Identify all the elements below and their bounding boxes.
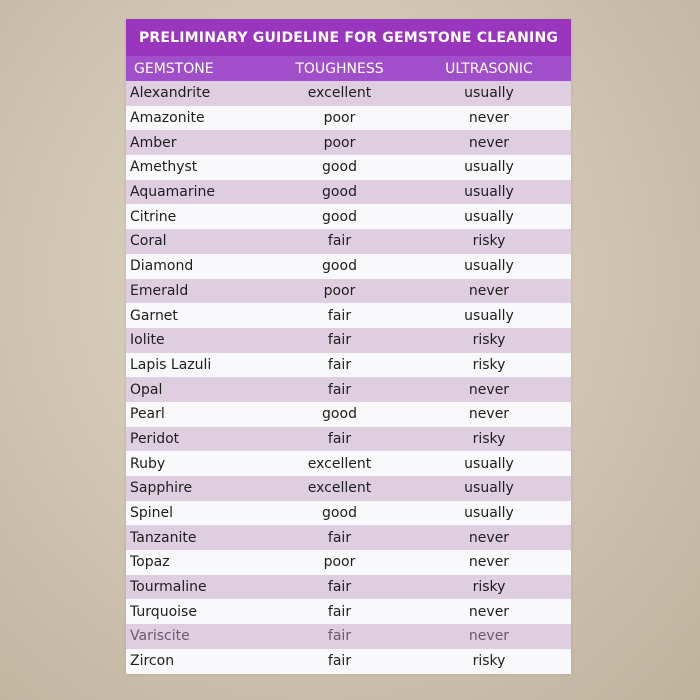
toughness-cell: fair bbox=[327, 653, 352, 670]
table-row bbox=[126, 476, 571, 501]
table-row bbox=[126, 575, 571, 600]
ultrasonic-cell: never bbox=[468, 529, 510, 546]
toughness-cell: good bbox=[322, 208, 357, 225]
table-row bbox=[126, 624, 571, 649]
ultrasonic-cell: risky bbox=[472, 332, 506, 349]
table-row bbox=[126, 254, 571, 279]
ultrasonic-cell: never bbox=[468, 406, 510, 423]
gemstone-cell: Peridot bbox=[130, 430, 180, 447]
table-row bbox=[126, 427, 571, 452]
ultrasonic-cell: usually bbox=[464, 159, 514, 176]
table-row bbox=[126, 180, 571, 205]
ultrasonic-cell: usually bbox=[464, 480, 514, 497]
table-row bbox=[126, 130, 571, 155]
table-header bbox=[126, 56, 571, 81]
gemstone-cell: Lapis Lazuli bbox=[130, 356, 212, 373]
toughness-cell: fair bbox=[327, 628, 352, 645]
toughness-cell: good bbox=[322, 184, 357, 201]
ultrasonic-cell: usually bbox=[464, 208, 514, 225]
gemstone-cell: Amber bbox=[130, 134, 177, 151]
gemstone-cell: Tourmaline bbox=[130, 579, 207, 596]
toughness-cell: excellent bbox=[307, 480, 372, 497]
table-row bbox=[126, 377, 571, 402]
toughness-cell: fair bbox=[327, 381, 352, 398]
header-ultrasonic: ULTRASONIC bbox=[445, 60, 533, 77]
header-toughness: TOUGHNESS bbox=[295, 60, 384, 77]
header-gemstone: GEMSTONE bbox=[134, 60, 214, 77]
ultrasonic-cell: usually bbox=[464, 258, 514, 275]
ultrasonic-cell: never bbox=[468, 628, 510, 645]
toughness-cell: fair bbox=[327, 307, 352, 324]
table-row bbox=[126, 303, 571, 328]
toughness-cell: fair bbox=[327, 579, 352, 596]
gemstone-cell: Topaz bbox=[130, 554, 170, 571]
ultrasonic-cell: risky bbox=[472, 430, 506, 447]
toughness-cell: poor bbox=[323, 110, 356, 127]
gemstone-cell: Iolite bbox=[130, 332, 165, 349]
ultrasonic-cell: never bbox=[468, 381, 510, 398]
ultrasonic-cell: risky bbox=[472, 233, 506, 250]
ultrasonic-cell: never bbox=[468, 134, 510, 151]
table-row bbox=[126, 451, 571, 476]
table-row bbox=[126, 525, 571, 550]
ultrasonic-cell: usually bbox=[464, 455, 514, 472]
table-row bbox=[126, 550, 571, 575]
table-row bbox=[126, 279, 571, 304]
table-row bbox=[126, 599, 571, 624]
table-row bbox=[126, 402, 571, 427]
table-row bbox=[126, 649, 571, 674]
toughness-cell: good bbox=[322, 159, 357, 176]
table-body bbox=[126, 81, 571, 674]
gemstone-cell: Spinel bbox=[130, 505, 174, 522]
gemstone-cell: Tanzanite bbox=[130, 529, 197, 546]
gemstone-cell: Pearl bbox=[130, 406, 165, 423]
toughness-cell: fair bbox=[327, 332, 352, 349]
table-row bbox=[126, 353, 571, 378]
ultrasonic-cell: usually bbox=[464, 184, 514, 201]
gemstone-cell: Aquamarine bbox=[130, 184, 216, 201]
table-row bbox=[126, 81, 571, 106]
gemstone-cell: Coral bbox=[130, 233, 167, 250]
ultrasonic-cell: usually bbox=[464, 505, 514, 522]
gemstone-cell: Ruby bbox=[130, 455, 166, 472]
gemstone-cell: Alexandrite bbox=[130, 85, 211, 102]
ultrasonic-cell: usually bbox=[464, 307, 514, 324]
ultrasonic-cell: never bbox=[468, 282, 510, 299]
table-row bbox=[126, 155, 571, 180]
toughness-cell: good bbox=[322, 505, 357, 522]
gemstone-cell: Zircon bbox=[130, 653, 175, 670]
gemstone-cell: Amazonite bbox=[130, 110, 205, 127]
toughness-cell: fair bbox=[327, 603, 352, 620]
toughness-cell: fair bbox=[327, 529, 352, 546]
table-row bbox=[126, 229, 571, 254]
toughness-cell: good bbox=[322, 406, 357, 423]
gemstone-cell: Diamond bbox=[130, 258, 194, 275]
toughness-cell: excellent bbox=[307, 455, 372, 472]
ultrasonic-cell: never bbox=[468, 554, 510, 571]
toughness-cell: poor bbox=[323, 554, 356, 571]
ultrasonic-cell: usually bbox=[464, 85, 514, 102]
toughness-cell: good bbox=[322, 258, 357, 275]
gemstone-cell: Opal bbox=[130, 381, 163, 398]
table-row bbox=[126, 204, 571, 229]
ultrasonic-cell: risky bbox=[472, 356, 506, 373]
gemstone-cell: Sapphire bbox=[130, 480, 193, 497]
gemstone-cell: Garnet bbox=[130, 307, 178, 324]
gemstone-cell: Amethyst bbox=[130, 159, 198, 176]
toughness-cell: excellent bbox=[307, 85, 372, 102]
gemstone-cell: Citrine bbox=[130, 208, 177, 225]
toughness-cell: fair bbox=[327, 356, 352, 373]
ultrasonic-cell: risky bbox=[472, 653, 506, 670]
toughness-cell: fair bbox=[327, 430, 352, 447]
gemstone-cell: Emerald bbox=[130, 282, 189, 299]
ultrasonic-cell: never bbox=[468, 110, 510, 127]
ultrasonic-cell: risky bbox=[472, 579, 506, 596]
gemstone-cell: Variscite bbox=[130, 628, 190, 645]
table-row bbox=[126, 106, 571, 131]
gemstone-guideline-card bbox=[126, 19, 571, 673]
gemstone-cell: Turquoise bbox=[130, 603, 197, 620]
table-row bbox=[126, 328, 571, 353]
table-row bbox=[126, 501, 571, 526]
ultrasonic-cell: never bbox=[468, 603, 510, 620]
toughness-cell: fair bbox=[327, 233, 352, 250]
guideline-title: PRELIMINARY GUIDELINE FOR GEMSTONE CLEANING bbox=[126, 19, 571, 56]
toughness-cell: poor bbox=[323, 282, 356, 299]
toughness-cell: poor bbox=[323, 134, 356, 151]
